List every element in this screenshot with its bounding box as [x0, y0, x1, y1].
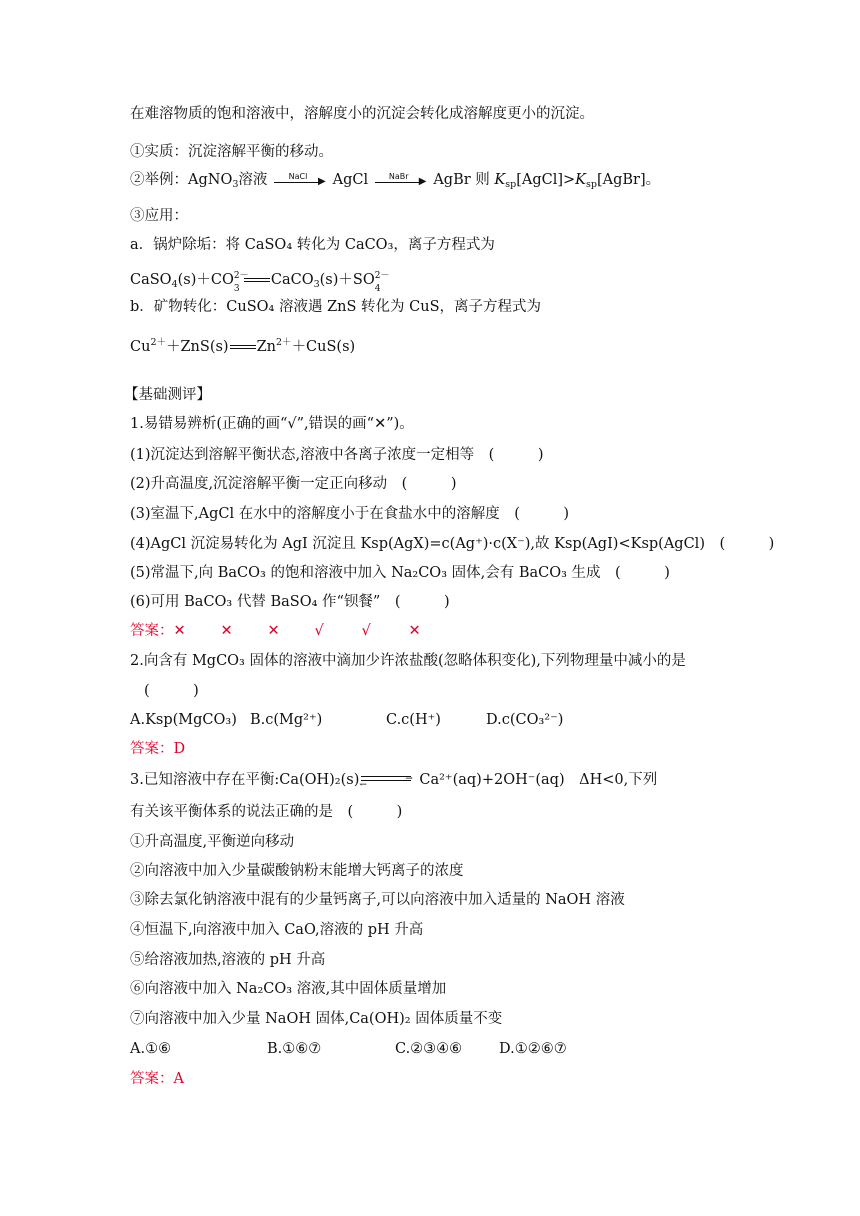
eq-part: Cu — [130, 339, 151, 355]
eq-part: Zn — [256, 339, 277, 355]
option-d: D.c(CO₃²⁻) — [486, 712, 564, 728]
answer-mark: √ — [361, 623, 371, 639]
ksp-sub: sp — [585, 179, 597, 190]
arrow-label: NaCl — [288, 172, 308, 181]
example-after: 溶液 — [238, 172, 268, 188]
example-agcl: AgCl — [332, 172, 369, 188]
q3-item: ③除去氯化钠溶液中混有的少量钙离子,可以向溶液中加入适量的 NaOH 溶液 — [130, 892, 625, 908]
subscript: 4 — [171, 279, 178, 290]
q2-options — [130, 710, 563, 730]
reaction-arrow-nabr: NaBr ▶ — [375, 170, 427, 190]
essence-text: ①实质：沉淀溶解平衡的移动。 — [130, 144, 333, 160]
q1-item-text: (1)沉淀达到溶解平衡状态,溶液中各离子浓度一定相等 — [130, 447, 475, 463]
equals-sign — [230, 345, 256, 349]
q2-title: 2.向含有 MgCO₃ 固体的溶液中滴加少许浓盐酸(忽略体积变化),下列物理量中减小的是 — [130, 653, 686, 669]
answer-mark: √ — [314, 623, 324, 639]
q1-item: (1)沉淀达到溶解平衡状态,溶液中各离子浓度一定相等 ( ) — [130, 447, 544, 463]
ksp-agbr: [AgBr]。 — [596, 172, 661, 188]
ksp-k: K — [494, 172, 506, 188]
eq-part: CaCO — [270, 272, 314, 288]
q2-paren: ( ) — [144, 683, 199, 699]
q3-title-b: Ca²⁺(aq)+2OH⁻(aq) ΔH<0,下列 — [419, 772, 658, 788]
charge-subscript: 2－ 3 — [233, 271, 249, 294]
answer-label: 答案： — [130, 623, 174, 639]
ksp-k: K — [575, 172, 586, 188]
q1-item: (6)可用 BaCO₃ 代替 BaSO₄ 作“钡餐” ( ) — [130, 594, 450, 610]
q1-item-text: (4)AgCl 沉淀易转化为 AgI 沉淀且 Ksp(AgX)=c(Ag⁺)·c(X⁻),故 Ksp(AgI)<Ksp(AgCl) — [130, 536, 705, 552]
q3-title-line — [130, 770, 657, 790]
reaction-arrow-nacl: NaCl ▶ — [274, 170, 326, 190]
q1-item: (5)常温下,向 BaCO₃ 的饱和溶液中加入 Na₂CO₃ 固体,会有 BaCO₃ 生成 ( ) — [130, 565, 670, 581]
q3-item: ⑥向溶液中加入 Na₂CO₃ 溶液,其中固体质量增加 — [130, 981, 447, 997]
option-b: B.①⑥⑦ — [267, 1041, 322, 1057]
q1-answer — [130, 621, 456, 641]
section-title: 【基础测评】 — [124, 387, 211, 403]
q1-item: (4)AgCl 沉淀易转化为 AgI 沉淀且 Ksp(AgX)=c(Ag⁺)·c(X⁻),故 Ksp(AgI)<Ksp(AgCl) ( ) — [130, 536, 775, 552]
subscript: 3 — [232, 179, 239, 190]
q2-answer: 答案：D — [130, 741, 186, 757]
q3-item: ⑦向溶液中加入少量 NaOH 固体,Ca(OH)₂ 固体质量不变 — [130, 1011, 503, 1027]
example-lead: ②举例：AgNO — [130, 172, 233, 188]
answer-mark: ✕ — [173, 623, 186, 639]
q3-item: ①升高温度,平衡逆向移动 — [130, 834, 295, 850]
superscript: 2＋ — [150, 337, 166, 348]
example-end: AgBr 则 — [433, 172, 495, 188]
ksp-sub: sp — [505, 179, 517, 190]
option-a: A.①⑥ — [130, 1041, 172, 1057]
intro-text: 在难溶物质的饱和溶液中，溶解度小的沉淀会转化成溶解度更小的沉淀。 — [130, 106, 594, 122]
option-c: C.②③④⑥ — [395, 1041, 463, 1057]
eq-part: (s)＋CO — [177, 272, 234, 288]
equation-1 — [130, 270, 390, 295]
q3-answer: 答案：A — [130, 1071, 184, 1087]
option-a: A.Ksp(MgCO₃) — [130, 712, 237, 728]
q1-item: (2)升高温度,沉淀溶解平衡一定正向移动 ( ) — [130, 476, 457, 492]
equation-2 — [130, 333, 355, 357]
ksp-agcl: [AgCl]> — [516, 172, 576, 188]
q3-item: ⑤给溶液加热,溶液的 pH 升高 — [130, 952, 326, 968]
equilibrium-arrow: ⇀ ↽ — [359, 774, 413, 790]
q3-title-a: 3.已知溶液中存在平衡:Ca(OH)₂(s) — [130, 772, 360, 788]
eq-part: ＋CuS(s) — [291, 339, 356, 355]
option-c: C.c(H⁺) — [386, 712, 441, 728]
q1-item-text: (3)室温下,AgCl 在水中的溶解度小于在食盐水中的溶解度 — [130, 506, 500, 522]
example-line — [130, 170, 660, 195]
eq-part: ＋ZnS(s) — [165, 339, 229, 355]
subscript: 3 — [313, 279, 320, 290]
superscript: 2＋ — [276, 337, 292, 348]
q3-title-c: 有关该平衡体系的说法正确的是 ( ) — [130, 804, 403, 820]
charge-subscript: 2－ 4 — [374, 271, 390, 294]
answer-mark: ✕ — [220, 623, 233, 639]
eq-part: (s)＋SO — [319, 272, 375, 288]
answer-mark: ✕ — [267, 623, 280, 639]
q1-item-text: (2)升高温度,沉淀溶解平衡一定正向移动 — [130, 476, 388, 492]
boiler-text: a．锅炉除垢：将 CaSO₄ 转化为 CaCO₃，离子方程式为 — [130, 237, 495, 253]
eq-part: CaSO — [130, 272, 172, 288]
q1-item-text: (6)可用 BaCO₃ 代替 BaSO₄ 作“钡餐” — [130, 594, 381, 610]
option-b: B.c(Mg²⁺) — [250, 712, 323, 728]
q3-item: ②向溶液中加入少量碳酸钠粉末能增大钙离子的浓度 — [130, 863, 464, 879]
q1-title: 1.易错易辨析(正确的画“√”,错误的画“✕”)。 — [130, 416, 414, 432]
mineral-text: b．矿物转化：CuSO₄ 溶液遇 ZnS 转化为 CuS，离子方程式为 — [130, 299, 541, 315]
q1-item-text: (5)常温下,向 BaCO₃ 的饱和溶液中加入 Na₂CO₃ 固体,会有 BaCO₃ 生成 — [130, 565, 601, 581]
application-heading: ③应用： — [130, 208, 188, 224]
q1-item: (3)室温下,AgCl 在水中的溶解度小于在食盐水中的溶解度 ( ) — [130, 506, 570, 522]
q3-item: ④恒温下,向溶液中加入 CaO,溶液的 pH 升高 — [130, 922, 424, 938]
arrow-label: NaBr — [388, 172, 409, 181]
q3-options — [130, 1039, 567, 1059]
option-d: D.①②⑥⑦ — [499, 1041, 567, 1057]
answer-mark: ✕ — [408, 623, 421, 639]
